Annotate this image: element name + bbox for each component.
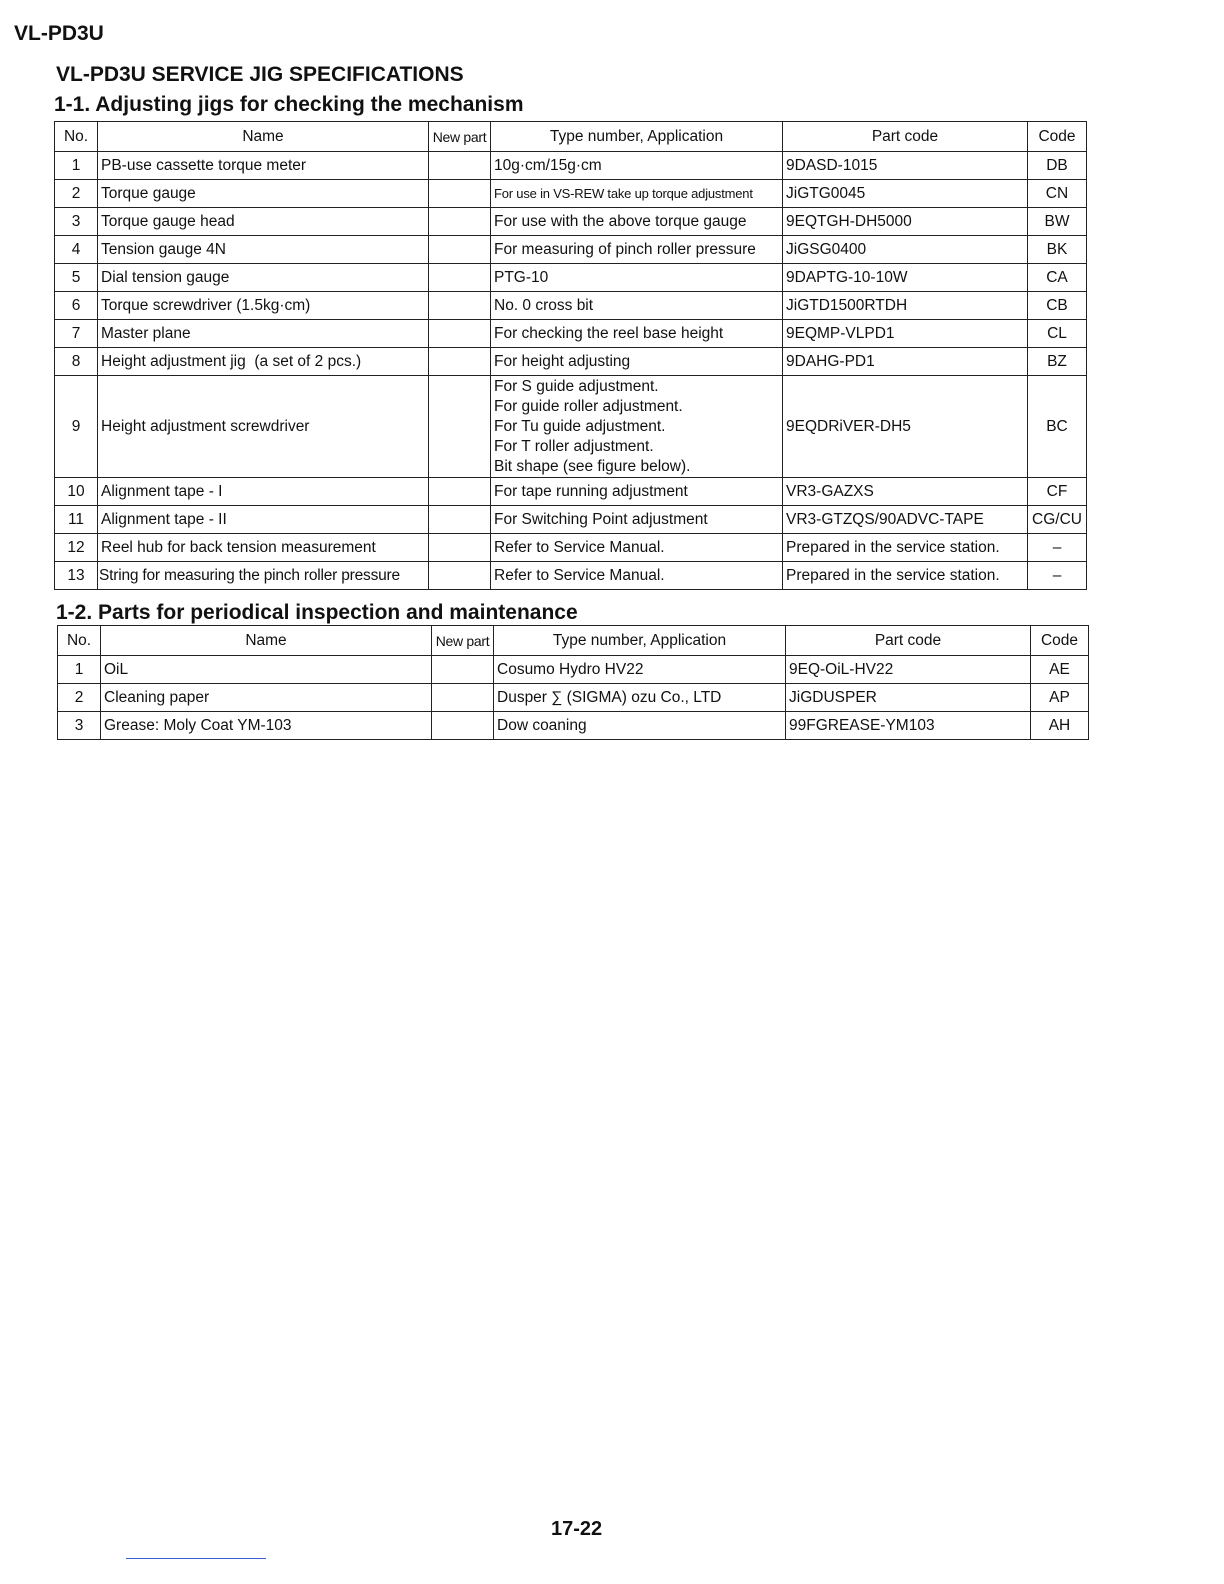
- new-part-cell: [429, 264, 491, 292]
- row-number: 11: [55, 506, 98, 534]
- item-name: Cleaning paper: [101, 684, 432, 712]
- item-name: Height adjustment screwdriver: [98, 376, 429, 478]
- document-title: VL-PD3U SERVICE JIG SPECIFICATIONS: [56, 63, 464, 86]
- column-header-name: Name: [98, 122, 429, 152]
- item-name: Grease: Moly Coat YM-103: [101, 712, 432, 740]
- part-code: 9EQTGH-DH5000: [783, 208, 1028, 236]
- row-number: 4: [55, 236, 98, 264]
- new-part-cell: [429, 376, 491, 478]
- new-part-cell: [429, 478, 491, 506]
- column-header-no: No.: [58, 626, 101, 656]
- price-code: AH: [1031, 712, 1089, 740]
- table-header-row: [55, 122, 1087, 152]
- section-2-title: 1-2. Parts for periodical inspection and maintenance: [56, 601, 578, 624]
- column-header-new-part: New part: [429, 122, 491, 152]
- type-application: [491, 376, 783, 478]
- item-name: Dial tension gauge: [98, 264, 429, 292]
- table-row: [55, 478, 1087, 506]
- new-part-cell: [429, 152, 491, 180]
- price-code: –: [1028, 562, 1087, 590]
- item-name: Alignment tape - I: [98, 478, 429, 506]
- table-row: [55, 506, 1087, 534]
- row-number: 10: [55, 478, 98, 506]
- type-application: For checking the reel base height: [491, 320, 783, 348]
- table-row: [55, 208, 1087, 236]
- table-row: [58, 712, 1089, 740]
- table-row: [55, 180, 1087, 208]
- type-application: Refer to Service Manual.: [491, 534, 783, 562]
- type-application: For use in VS-REW take up torque adjustment: [491, 180, 783, 208]
- price-code: AE: [1031, 656, 1089, 684]
- item-name: Tension gauge 4N: [98, 236, 429, 264]
- price-code: BZ: [1028, 348, 1087, 376]
- adjusting-jigs-table: [54, 121, 1087, 590]
- footer-rule: [126, 1558, 266, 1559]
- item-name: OiL: [101, 656, 432, 684]
- type-application: For use with the above torque gauge: [491, 208, 783, 236]
- item-name: String for measuring the pinch roller pressure: [98, 562, 429, 590]
- new-part-cell: [429, 320, 491, 348]
- table-row: [55, 348, 1087, 376]
- type-application: For measuring of pinch roller pressure: [491, 236, 783, 264]
- column-header-part-code: Part code: [786, 626, 1031, 656]
- table-row: [55, 320, 1087, 348]
- price-code: BC: [1028, 376, 1087, 478]
- type-line: For T roller adjustment.: [494, 437, 654, 455]
- table-row: [55, 376, 1087, 478]
- item-name: Alignment tape - II: [98, 506, 429, 534]
- new-part-cell: [429, 506, 491, 534]
- item-name: Torque gauge head: [98, 208, 429, 236]
- type-application: PTG-10: [491, 264, 783, 292]
- type-application: For height adjusting: [491, 348, 783, 376]
- price-code: CF: [1028, 478, 1087, 506]
- type-application: 10g·cm/15g·cm: [491, 152, 783, 180]
- table-row: [55, 562, 1087, 590]
- item-name: Master plane: [98, 320, 429, 348]
- new-part-cell: [429, 180, 491, 208]
- row-number: 7: [55, 320, 98, 348]
- row-number: 9: [55, 376, 98, 478]
- row-number: 1: [55, 152, 98, 180]
- part-code: JiGTG0045: [783, 180, 1028, 208]
- part-code: 9DAHG-PD1: [783, 348, 1028, 376]
- price-code: DB: [1028, 152, 1087, 180]
- type-application: Dow coaning: [494, 712, 786, 740]
- item-name: Reel hub for back tension measurement: [98, 534, 429, 562]
- type-line: For guide roller adjustment.: [494, 397, 683, 415]
- row-number: 6: [55, 292, 98, 320]
- table-header-row: [58, 626, 1089, 656]
- row-number: 1: [58, 656, 101, 684]
- item-name: Torque gauge: [98, 180, 429, 208]
- column-header-new-part: New part: [432, 626, 494, 656]
- price-code: CB: [1028, 292, 1087, 320]
- part-code: Prepared in the service station.: [783, 534, 1028, 562]
- table-row: [55, 292, 1087, 320]
- price-code: CA: [1028, 264, 1087, 292]
- type-line: Bit shape (see figure below).: [494, 457, 691, 475]
- row-number: 13: [55, 562, 98, 590]
- new-part-cell: [429, 292, 491, 320]
- maintenance-parts-table: [57, 625, 1089, 740]
- column-header-name: Name: [101, 626, 432, 656]
- table-row: [55, 152, 1087, 180]
- type-application: For tape running adjustment: [491, 478, 783, 506]
- part-code: Prepared in the service station.: [783, 562, 1028, 590]
- column-header-code: Code: [1028, 122, 1087, 152]
- type-line: For Tu guide adjustment.: [494, 417, 666, 435]
- row-number: 2: [58, 684, 101, 712]
- type-application: Dusper ∑ (SIGMA) ozu Co., LTD: [494, 684, 786, 712]
- column-header-no: No.: [55, 122, 98, 152]
- part-code: 9DAPTG-10-10W: [783, 264, 1028, 292]
- price-code: CG/CU: [1028, 506, 1087, 534]
- price-code: AP: [1031, 684, 1089, 712]
- part-code: 9DASD-1015: [783, 152, 1028, 180]
- part-code: 9EQMP-VLPD1: [783, 320, 1028, 348]
- part-code: 99FGREASE-YM103: [786, 712, 1031, 740]
- part-code: JiGSG0400: [783, 236, 1028, 264]
- price-code: CN: [1028, 180, 1087, 208]
- new-part-cell: [429, 208, 491, 236]
- new-part-cell: [429, 348, 491, 376]
- column-header-type: Type number, Application: [494, 626, 786, 656]
- part-code: VR3-GAZXS: [783, 478, 1028, 506]
- new-part-cell: [429, 534, 491, 562]
- part-code: JiGTD1500RTDH: [783, 292, 1028, 320]
- item-name: PB-use cassette torque meter: [98, 152, 429, 180]
- part-code: 9EQ-OiL-HV22: [786, 656, 1031, 684]
- price-code: BK: [1028, 236, 1087, 264]
- row-number: 5: [55, 264, 98, 292]
- type-application: No. 0 cross bit: [491, 292, 783, 320]
- part-code: 9EQDRiVER-DH5: [783, 376, 1028, 478]
- item-name: Height adjustment jig (a set of 2 pcs.): [98, 348, 429, 376]
- page-number: 17-22: [551, 1518, 603, 1540]
- table-row: [55, 534, 1087, 562]
- column-header-code: Code: [1031, 626, 1089, 656]
- type-application: For Switching Point adjustment: [491, 506, 783, 534]
- row-number: 3: [58, 712, 101, 740]
- price-code: –: [1028, 534, 1087, 562]
- column-header-part-code: Part code: [783, 122, 1028, 152]
- row-number: 8: [55, 348, 98, 376]
- part-code: VR3-GTZQS/90ADVC-TAPE: [783, 506, 1028, 534]
- part-code: JiGDUSPER: [786, 684, 1031, 712]
- column-header-type: Type number, Application: [491, 122, 783, 152]
- row-number: 12: [55, 534, 98, 562]
- model-tag: VL-PD3U: [14, 22, 104, 45]
- type-line: For S guide adjustment.: [494, 377, 659, 395]
- table-row: [58, 684, 1089, 712]
- table-row: [58, 656, 1089, 684]
- new-part-cell: [432, 656, 494, 684]
- row-number: 3: [55, 208, 98, 236]
- new-part-cell: [429, 236, 491, 264]
- new-part-cell: [429, 562, 491, 590]
- type-application: Refer to Service Manual.: [491, 562, 783, 590]
- price-code: BW: [1028, 208, 1087, 236]
- table-row: [55, 264, 1087, 292]
- item-name: Torque screwdriver (1.5kg·cm): [98, 292, 429, 320]
- new-part-cell: [432, 684, 494, 712]
- price-code: CL: [1028, 320, 1087, 348]
- table-row: [55, 236, 1087, 264]
- type-application: Cosumo Hydro HV22: [494, 656, 786, 684]
- new-part-cell: [432, 712, 494, 740]
- section-1-title: 1-1. Adjusting jigs for checking the mechanism: [54, 93, 524, 116]
- row-number: 2: [55, 180, 98, 208]
